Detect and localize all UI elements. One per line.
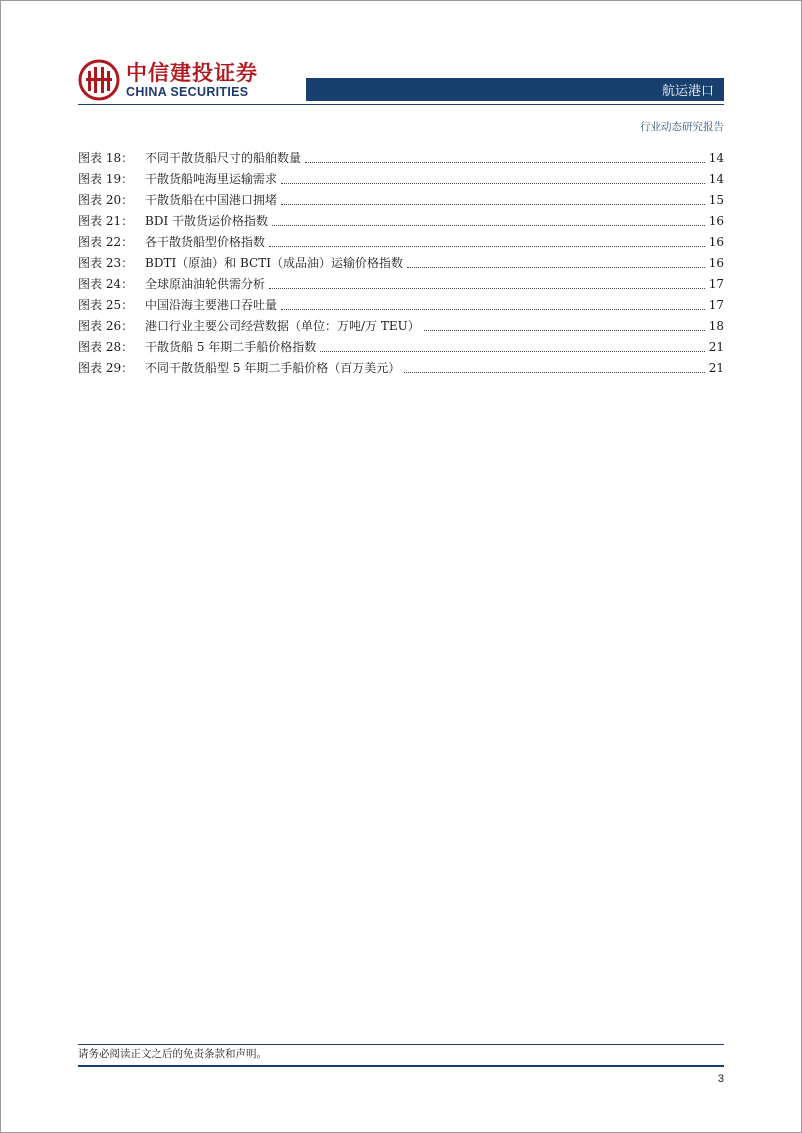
toc-leader (424, 329, 705, 331)
toc-leader (305, 161, 705, 163)
toc-leader (272, 224, 705, 226)
page-number: 3 (717, 1073, 724, 1085)
report-type: 行业动态研究报告 (640, 121, 724, 133)
toc-label: 图表 28： (78, 340, 134, 354)
china-securities-logo-icon (78, 59, 120, 101)
toc-page: 17 (708, 298, 724, 312)
toc-leader (281, 308, 705, 310)
toc-row[interactable] (78, 253, 724, 274)
toc-page: 21 (708, 340, 724, 354)
toc-row[interactable] (78, 211, 724, 232)
toc-page: 21 (708, 361, 724, 375)
toc-title: 不同干散货船型 5 年期二手船价格（百万美元） (145, 361, 401, 375)
footer-divider (78, 1044, 724, 1045)
toc-label: 图表 21： (78, 214, 134, 228)
toc-leader (404, 371, 704, 373)
toc-label: 图表 23： (78, 256, 134, 270)
toc-row[interactable] (78, 295, 724, 316)
toc-leader (320, 350, 704, 352)
footer-divider-thick (78, 1065, 724, 1067)
toc-page: 16 (708, 235, 724, 249)
footer-disclaimer: 请务必阅读正文之后的免责条款和声明。 (78, 1048, 267, 1060)
toc-title: 干散货船吨海里运输需求 (145, 172, 278, 186)
toc-row[interactable] (78, 358, 724, 379)
toc-label: 图表 20： (78, 193, 134, 207)
toc-leader (281, 203, 705, 205)
toc-label: 图表 19： (78, 172, 134, 186)
toc-row[interactable] (78, 169, 724, 190)
toc-row[interactable] (78, 337, 724, 358)
toc-label: 图表 18： (78, 151, 134, 165)
toc-row[interactable] (78, 232, 724, 253)
section-banner (306, 78, 724, 101)
toc-leader (269, 245, 705, 247)
toc-page: 16 (708, 256, 724, 270)
logo-chinese-name: 中信建投证券 (126, 60, 258, 85)
figure-index (78, 148, 724, 379)
toc-title: BDTI（原油）和 BCTI（成品油）运输价格指数 (145, 256, 403, 270)
toc-leader (269, 287, 705, 289)
toc-row[interactable] (78, 148, 724, 169)
toc-title: 干散货船 5 年期二手船价格指数 (145, 340, 317, 354)
toc-label: 图表 25： (78, 298, 134, 312)
toc-row[interactable] (78, 274, 724, 295)
toc-row[interactable] (78, 190, 724, 211)
toc-page: 14 (708, 151, 724, 165)
logo-english-name: CHINA SECURITIES (126, 84, 249, 99)
toc-page: 18 (708, 319, 724, 333)
toc-page: 17 (708, 277, 724, 291)
toc-page: 16 (708, 214, 724, 228)
toc-label: 图表 26： (78, 319, 134, 333)
section-title: 航运港口 (661, 84, 714, 99)
toc-leader (407, 266, 705, 268)
toc-page: 14 (708, 172, 724, 186)
toc-title: 中国沿海主要港口吞吐量 (145, 298, 278, 312)
toc-title: 港口行业主要公司经营数据（单位：万吨/万 TEU） (145, 319, 420, 333)
header-divider (78, 104, 724, 105)
toc-title: 全球原油油轮供需分析 (145, 277, 266, 291)
toc-title: BDI 干散货运价格指数 (145, 214, 268, 228)
toc-title: 不同干散货船尺寸的船舶数量 (145, 151, 302, 165)
toc-label: 图表 24： (78, 277, 134, 291)
toc-leader (281, 182, 705, 184)
toc-label: 图表 22： (78, 235, 134, 249)
toc-page: 15 (708, 193, 724, 207)
toc-title: 干散货船在中国港口拥堵 (145, 193, 278, 207)
company-logo (78, 58, 258, 102)
toc-row[interactable] (78, 316, 724, 337)
toc-label: 图表 29： (78, 361, 134, 375)
toc-title: 各干散货船型价格指数 (145, 235, 266, 249)
